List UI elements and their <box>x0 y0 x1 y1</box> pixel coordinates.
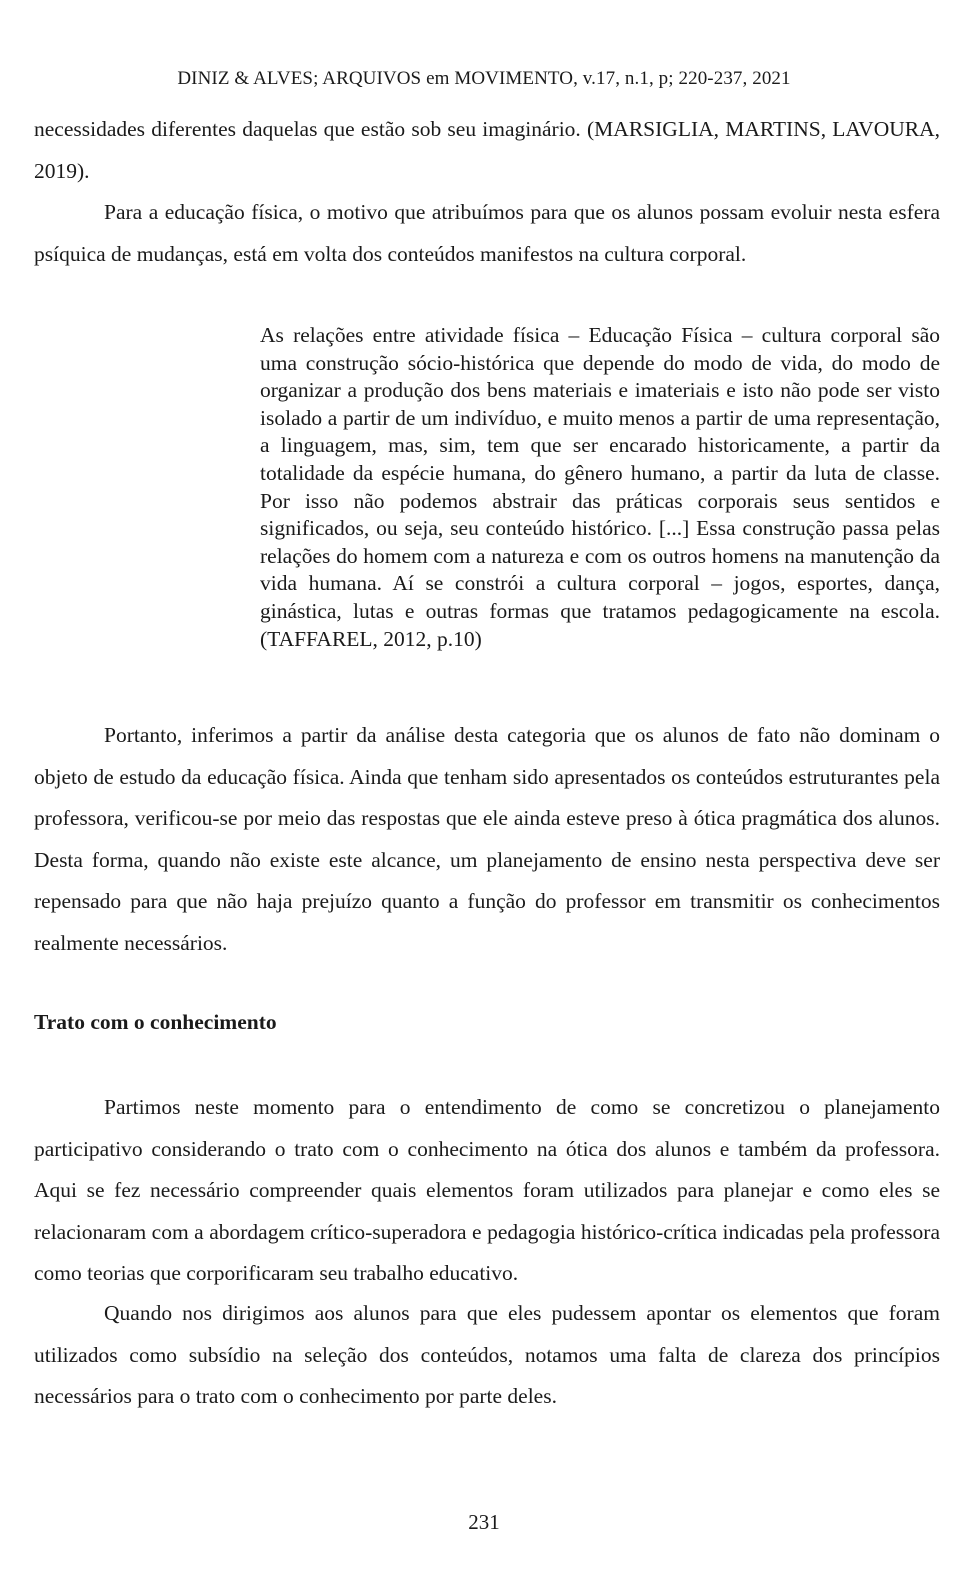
paragraph-portanto: Portanto, inferimos a partir da análise desta categoria que os alunos de fato não dominam o objeto de estudo da educação física. Ainda que tenham sido apresentados os conteúdos estruturantes pela professora, verificou-se por meio das respostas que ele ainda esteve preso à ótica pragmática dos alunos. Desta forma, quando não existe este alcance, um planejamento de ensino nesta perspectiva deve ser repensado para que não haja prejuízo quanto a função do professor em transmitir os conhecimentos realmente necessários. <box>34 723 940 955</box>
section-heading: Trato com o conhecimento <box>34 1010 277 1034</box>
paragraph-motivo: Para a educação física, o motivo que atribuímos para que os alunos possam evoluir nesta esfera psíquica de mudanças, está em volta dos conteúdos manifestos na cultura corporal. <box>34 200 940 266</box>
running-header: DINIZ & ALVES; ARQUIVOS em MOVIMENTO, v.17, n.1, p; 220-237, 2021 <box>177 68 791 89</box>
block-quote: As relações entre atividade física – Educação Física – cultura corporal são uma construção sócio-histórica que depende do modo de vida, do modo de organizar a produção dos bens materiais e imateriais e isto não pode ser visto isolado a partir de um indivíduo, e muito menos a partir de uma representação, a linguagem, mas, sim, tem que ser encarado historicamente, a partir da totalidade da espécie humana, do gênero humano, a partir da luta de classe. Por isso não podemos abstrair das práticas corporais seus sentidos e significados, ou seja, seu conteúdo histórico. [...] Essa construção passa pelas relações do homem com a natureza e com os outros homens na manutenção da vida humana. Aí se constrói a cultura corporal – jogos, esportes, dança, ginástica, lutas e outras formas que tratamos pedagogicamente na escola. (TAFFAREL, 2012, p.10) <box>260 323 940 651</box>
paragraph-partimos: Partimos neste momento para o entendimento de como se concretizou o planejamento participativo considerando o trato com o conhecimento na ótica dos alunos e também da professora. Aqui se fez necessário compreender quais elementos foram utilizados para planejar e como eles se relacionaram com a abordagem crítico-superadora e pedagogia histórico-crítica indicadas pela professora como teorias que corporificaram seu trabalho educativo. <box>34 1095 940 1285</box>
paragraph-continuation: necessidades diferentes daquelas que estão sob seu imaginário. (MARSIGLIA, MARTINS, LAVOURA, 2019). <box>34 117 940 183</box>
page-number: 231 <box>468 1510 500 1534</box>
paragraph-quando: Quando nos dirigimos aos alunos para que eles pudessem apontar os elementos que foram utilizados como subsídio na seleção dos conteúdos, notamos uma falta de clareza dos princípios necessários para o trato com o conhecimento por parte deles. <box>34 1301 940 1408</box>
